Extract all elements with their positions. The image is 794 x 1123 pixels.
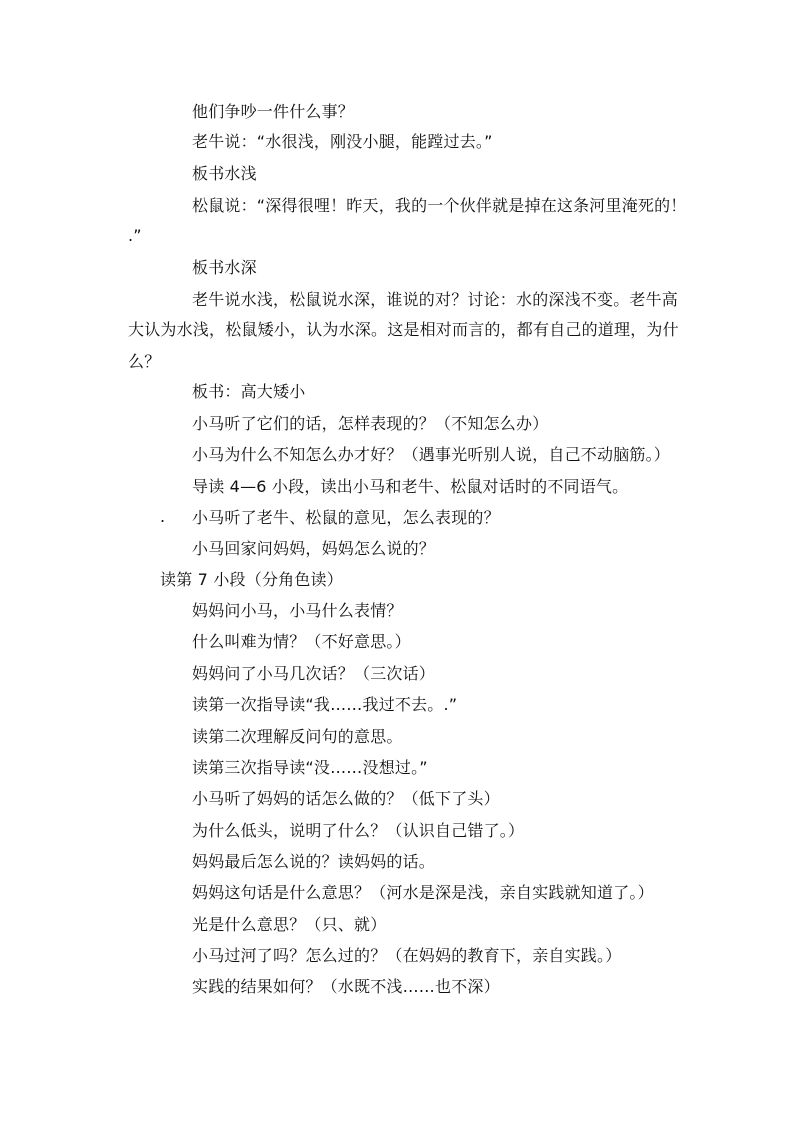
text-line-27: 光是什么意思？（只、就） (192, 915, 387, 934)
text-line-22: 读第三次指导读“没……没想过。” (192, 758, 428, 777)
text-line-8: 大认为水浅，松鼠矮小，认为水深。这是相对而言的，都有自己的道理，为什 (128, 320, 679, 339)
text-line-26: 妈妈这句话是什么意思？（河水是深是浅，亲自实践就知道了。） (192, 883, 654, 902)
text-line-1: 他们争吵一件什么事？ (192, 102, 355, 121)
text-line-6: 板书水深 (192, 258, 257, 277)
text-line-21: 读第二次理解反问句的意思。 (192, 727, 403, 746)
text-line-25: 妈妈最后怎么说的？读妈妈的话。 (192, 852, 436, 871)
text-line-28: 小马过河了吗？怎么过的？（在妈妈的教育下，亲自实践。） (192, 946, 622, 965)
text-line-11: 小马听了它们的话，怎样表现的？（不知怎么办） (192, 414, 549, 433)
text-line-12: 小马为什么不知怎么办才好？（遇事光听别人说，自己不动脑筋。） (192, 445, 671, 464)
text-line-13: 导读 4—6 小段，读出小马和老牛、松鼠对话时的不同语气。 (192, 477, 629, 496)
text-line-20: 读第一次指导读“我……我过不去。.” (192, 695, 458, 714)
text-line-15: 小马回家问妈妈，妈妈怎么说的？ (192, 539, 436, 558)
text-line-18: 什么叫难为情？（不好意思。） (192, 632, 411, 651)
text-line-29: 实践的结果如何？（水既不浅……也不深） (192, 977, 500, 996)
text-line-5: .” (128, 226, 142, 245)
text-line-9: 么？ (128, 352, 161, 371)
text-line-7: 老牛说水浅，松鼠说水深，谁说的对？讨论：水的深浅不变。老牛高 (192, 290, 679, 309)
text-line-10: 板书：高大矮小 (192, 382, 306, 401)
text-line-14: 小马听了老牛、松鼠的意见，怎么表现的？ (192, 508, 500, 527)
text-line-16: 读第 7 小段（分角色读） (160, 570, 343, 589)
text-line-19: 妈妈问了小马几次话？（三次话） (192, 664, 436, 683)
text-line-24: 为什么低头，说明了什么？（认识自己错了。） (192, 821, 525, 840)
text-line-2: 老牛说：“水很浅，刚没小腿，能蹚过去。” (192, 132, 493, 151)
text-line-23: 小马听了妈妈的话怎么做的？（低下了头） (192, 789, 500, 808)
text-line-3: 板书水浅 (192, 164, 257, 183)
text-line-4: 松鼠说：“深得很哩！昨天，我的一个伙伴就是掉在这条河里淹死的！ (192, 196, 687, 215)
text-line-17: 妈妈问小马，小马什么表情？ (192, 601, 403, 620)
stray-dot-marker: . (160, 507, 166, 526)
